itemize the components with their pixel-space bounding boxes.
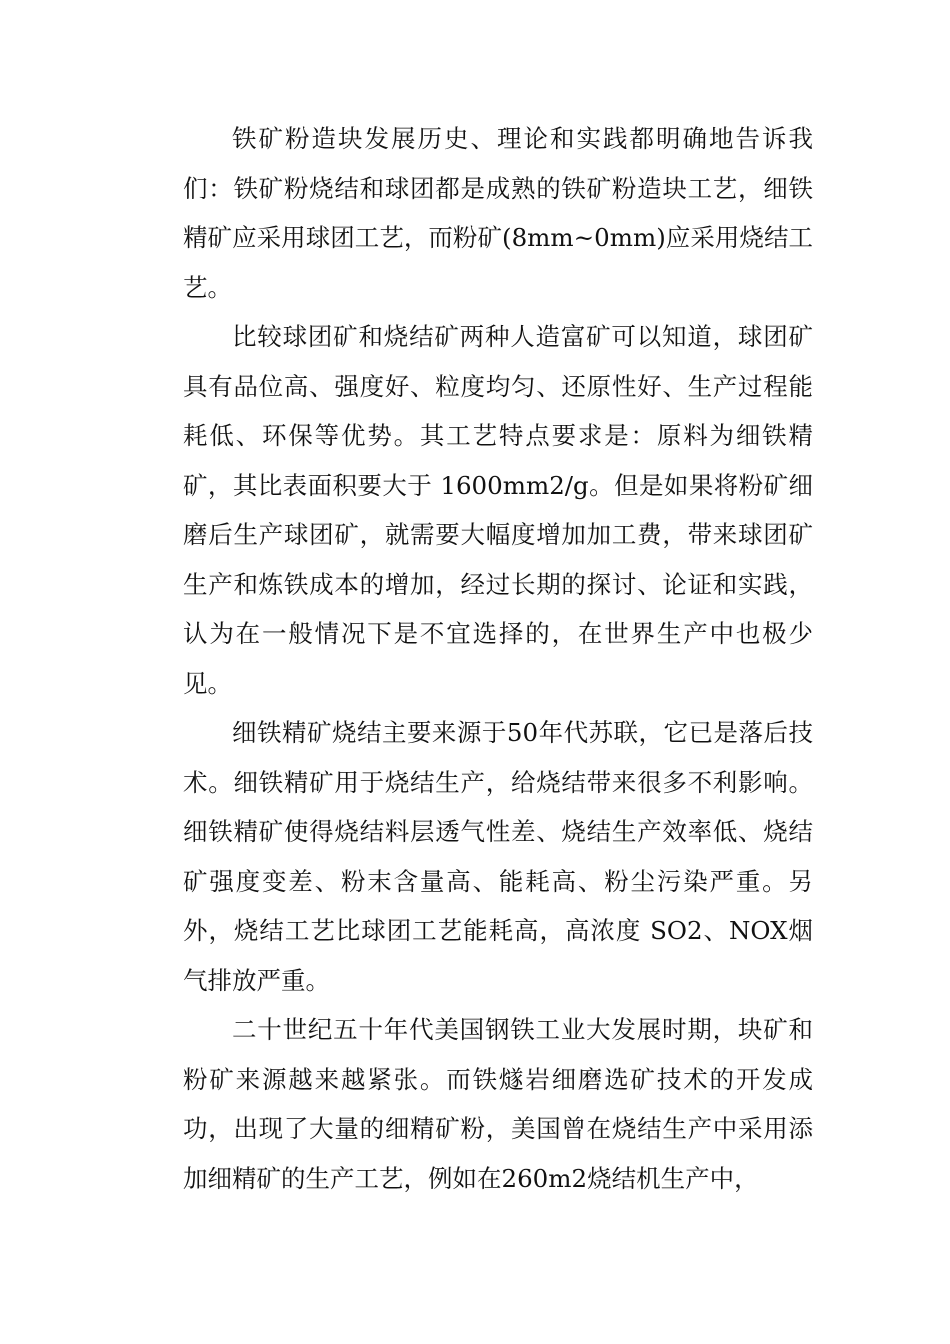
paragraph-pellet-vs-sinter-intro: 铁矿粉造块发展历史、理论和实践都明确地告诉我们：铁矿粉烧结和球团都是成熟的铁矿粉造块工艺，细铁精矿应采用球团工艺，而粉矿(8mm~0mm)应采用烧结工艺。	[183, 124, 813, 302]
paragraph-pellet-advantages: 比较球团矿和烧结矿两种人造富矿可以知道，球团矿具有品位高、强度好、粒度均匀、还原性好、生产过程能耗低、环保等优势。其工艺特点要求是：原料为细铁精矿，其比表面积要大于 1600mm2/g。但是如果将粉矿细磨后生产球团矿，就需要大幅度增加加工费，带来球团矿生产和炼铁成本的增加，经过长期的探讨、论证和实践，认为在一般情况下是不宜选择的，在世界生产中也极少见。	[183, 322, 813, 698]
paragraph-fine-concentrate-sintering: 细铁精矿烧结主要来源于50年代苏联，它已是落后技术。细铁精矿用于烧结生产，给烧结带来很多不利影响。细铁精矿使得烧结料层透气性差、烧结生产效率低、烧结矿强度变差、粉末含量高、能耗高、粉尘污染严重。另外，烧结工艺比球团工艺能耗高，高浓度 SO2、NOX烟气排放严重。	[183, 718, 813, 995]
document-body	[183, 114, 813, 1203]
paragraph-us-history: 二十世纪五十年代美国钢铁工业大发展时期，块矿和粉矿来源越来越紧张。而铁燧岩细磨选矿技术的开发成功，出现了大量的细精矿粉，美国曾在烧结生产中采用添加细精矿的生产工艺，例如在260m2烧结机生产中，	[183, 1015, 813, 1193]
